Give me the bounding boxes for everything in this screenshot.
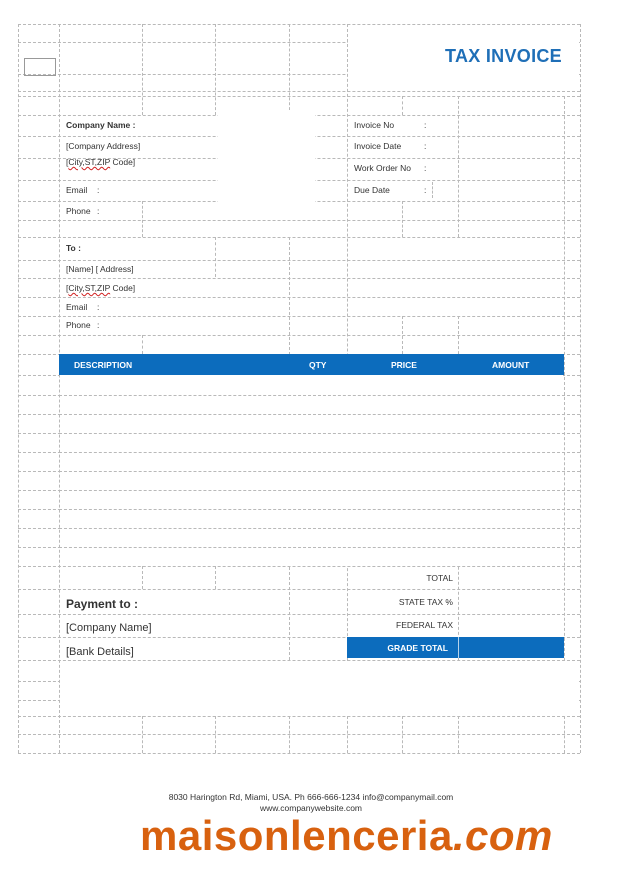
col-description: DESCRIPTION [74, 360, 133, 370]
invoice-sheet [18, 24, 580, 753]
col-amount: AMOUNT [492, 360, 530, 370]
logo-placeholder [24, 58, 56, 76]
address-merged-cell [218, 110, 315, 218]
due-date-label: Due Date [354, 185, 390, 195]
items-table-header [59, 354, 564, 375]
grid-line [18, 220, 580, 221]
due-date-divider [432, 182, 433, 198]
to-phone-colon: : [97, 320, 100, 330]
to-label: To : [66, 243, 81, 253]
grid-line [215, 566, 216, 589]
footer-website: www.companywebsite.com [259, 803, 363, 813]
item-row-line [59, 471, 565, 472]
item-row-line [59, 452, 565, 453]
watermark-brand: maisonlenceria.com [140, 812, 553, 859]
to-phone-label: Phone [66, 320, 91, 330]
payment-company: [Company Name] [66, 622, 152, 634]
grid-line [18, 734, 580, 735]
grid-line [18, 614, 580, 615]
to-email-label: Email [66, 302, 88, 312]
grid-line [18, 24, 19, 753]
to-city: [City,ST,ZIP Code] [66, 283, 136, 293]
grid-line [142, 566, 143, 589]
company-email-colon: : [97, 185, 100, 195]
item-row-line [59, 433, 565, 434]
grade-total-label: GRADE TOTAL [387, 643, 448, 653]
payment-label: Payment to : [66, 597, 139, 611]
grade-total-bar [347, 637, 564, 658]
grid-line [347, 24, 348, 681]
col-qty: QTY [309, 360, 327, 370]
grid-line [18, 96, 580, 97]
grid-line [458, 716, 459, 753]
grid-line [289, 716, 290, 753]
col-price: PRICE [391, 360, 417, 370]
work-order-colon: : [424, 163, 427, 173]
total-label: TOTAL [426, 573, 453, 583]
grid-line [18, 566, 580, 567]
invoice-no-colon: : [424, 120, 427, 130]
invoice-title: TAX INVOICE [445, 46, 562, 66]
to-email-colon: : [97, 302, 100, 312]
grid-line [18, 716, 580, 717]
grid-line [142, 335, 143, 354]
grid-line [18, 316, 580, 317]
item-row-line [59, 509, 565, 510]
grid-line [564, 96, 565, 681]
due-date-colon: : [424, 185, 427, 195]
company-phone-label: Phone [66, 206, 91, 216]
grid-line [18, 589, 580, 590]
company-email-label: Email [66, 185, 88, 195]
company-city: [City,ST,ZIP Code] [66, 157, 136, 167]
item-row-line [59, 395, 565, 396]
footer-address: 8030 Harington Rd, Miami, USA. Ph 666-666-1234 info@companymail.com [168, 792, 454, 802]
grid-line [402, 716, 403, 753]
item-row-line [59, 490, 565, 491]
to-name-address: [Name] [ Address] [66, 264, 134, 274]
grid-line [458, 96, 459, 237]
grid-line [402, 316, 403, 354]
federal-tax-label: FEDERAL TAX [396, 620, 453, 630]
grid-line [215, 716, 216, 753]
grid-line [142, 201, 143, 237]
grid-line [347, 716, 348, 753]
invoice-date-colon: : [424, 141, 427, 151]
payment-bank: [Bank Details] [66, 646, 134, 658]
grid-line [580, 24, 581, 753]
item-row-line [59, 528, 565, 529]
grid-line [215, 237, 216, 277]
grid-line [18, 278, 580, 279]
work-order-label: Work Order No [354, 163, 411, 173]
grid-line [142, 24, 143, 115]
grid-line [18, 237, 580, 238]
item-row-line [59, 414, 565, 415]
notes-merged-cell [60, 661, 579, 715]
item-row-line [59, 547, 565, 548]
company-address: [Company Address] [66, 141, 141, 151]
grid-line [289, 24, 290, 115]
grid-line [18, 91, 580, 92]
grid-line [402, 201, 403, 237]
grid-line [18, 753, 580, 754]
grid-line [18, 335, 580, 336]
company-phone-colon: : [97, 206, 100, 216]
grid-line [18, 297, 580, 298]
grid-line [564, 716, 565, 753]
invoice-date-label: Invoice Date [354, 141, 402, 151]
grid-line [215, 24, 216, 115]
invoice-no-label: Invoice No [354, 120, 395, 130]
grade-total-divider [458, 637, 459, 658]
grid-line [18, 260, 580, 261]
grid-line [142, 716, 143, 753]
state-tax-label: STATE TAX % [398, 597, 453, 607]
company-name-label: Company Name : [66, 120, 136, 130]
grid-line [402, 96, 403, 115]
